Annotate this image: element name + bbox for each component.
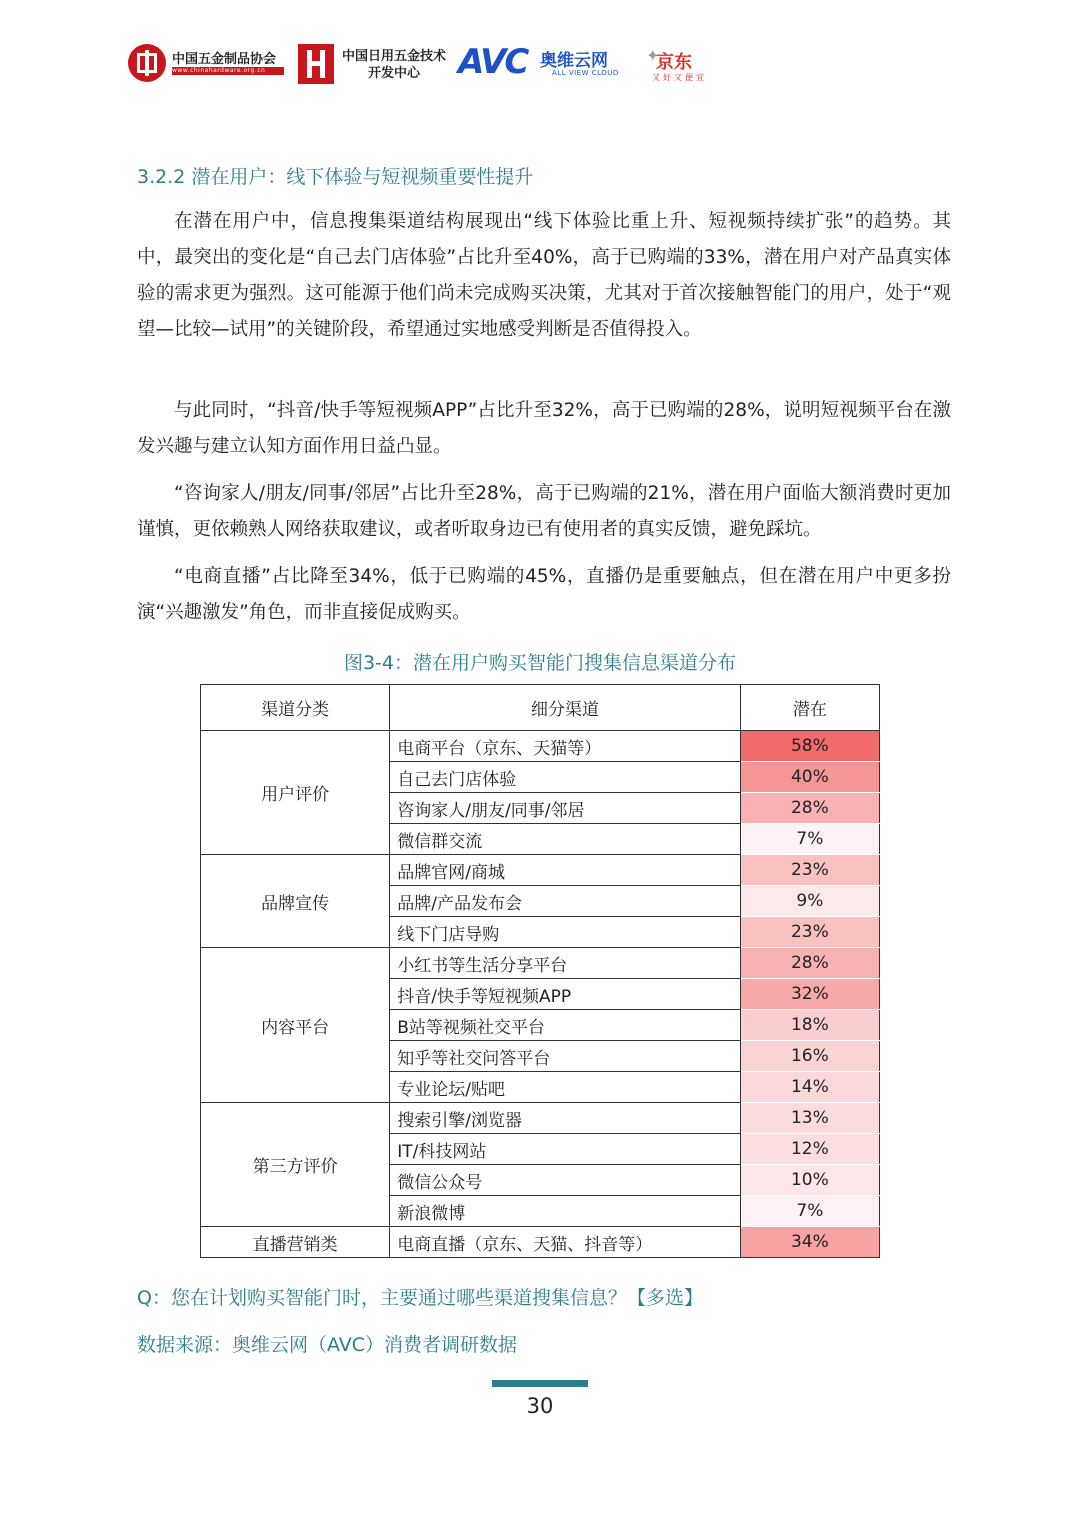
hardware-association-mark-icon bbox=[128, 44, 166, 82]
value-cell: 18% bbox=[740, 1010, 879, 1041]
value-cell: 28% bbox=[740, 793, 879, 824]
channel-cell: 咨询家人/朋友/同事/邻居 bbox=[390, 793, 741, 824]
survey-question-note: Q：您在计划购买智能门时，主要通过哪些渠道搜集信息？【多选】 bbox=[137, 1287, 703, 1309]
paragraph: 与此同时，“抖音/快手等短视频APP”占比升至32%，高于已购端的28%，说明短视频平台在激发兴趣与建立认知方面作用日益凸显。 bbox=[137, 400, 951, 457]
value-cell: 34% bbox=[740, 1227, 879, 1258]
channel-cell: 搜索引擎/浏览器 bbox=[390, 1103, 741, 1134]
channel-cell: 线下门店导购 bbox=[390, 917, 741, 948]
header-category: 渠道分类 bbox=[201, 685, 390, 731]
category-cell: 直播营销类 bbox=[201, 1227, 390, 1258]
channel-cell: IT/科技网站 bbox=[390, 1134, 741, 1165]
logo-china-hardware-association bbox=[128, 38, 288, 94]
channel-cell: 微信群交流 bbox=[390, 824, 741, 855]
table-row bbox=[201, 1103, 880, 1134]
category-cell: 第三方评价 bbox=[201, 1103, 390, 1227]
value-cell: 28% bbox=[740, 948, 879, 979]
logo-text: 奥维云网 bbox=[540, 51, 608, 71]
data-source-note: 数据来源：奥维云网（AVC）消费者调研数据 bbox=[137, 1334, 518, 1356]
channel-cell: 专业论坛/贴吧 bbox=[390, 1072, 741, 1103]
value-cell: 23% bbox=[740, 855, 879, 886]
logo-subtext: ALL VIEW CLOUD bbox=[552, 69, 619, 77]
value-cell: 10% bbox=[740, 1165, 879, 1196]
channel-distribution-table bbox=[200, 684, 880, 1258]
value-cell: 7% bbox=[740, 1196, 879, 1227]
value-cell: 16% bbox=[740, 1041, 879, 1072]
paragraph: “电商直播”占比降至34%，低于已购端的45%，直播仍是重要触点，但在潜在用户中更多扮演“兴趣激发”角色，而非直接促成购买。 bbox=[137, 566, 951, 623]
channel-cell: 电商平台（京东、天猫等） bbox=[390, 731, 741, 762]
header-channel: 细分渠道 bbox=[390, 685, 741, 731]
jd-dog-icon: ✦ bbox=[646, 46, 660, 65]
channel-cell: 自己去门店体验 bbox=[390, 762, 741, 793]
logo-daily-hardware-center bbox=[298, 38, 458, 94]
figure-title: 图3-4：潜在用户购买智能门搜集信息渠道分布 bbox=[343, 652, 737, 674]
logo-text-line2: 开发中心 bbox=[368, 66, 421, 81]
category-cell: 品牌宣传 bbox=[201, 855, 390, 948]
value-cell: 13% bbox=[740, 1103, 879, 1134]
channel-cell: 知乎等社交问答平台 bbox=[390, 1041, 741, 1072]
value-cell: 14% bbox=[740, 1072, 879, 1103]
page-number-bar bbox=[492, 1380, 588, 1387]
logo-text: 京东 bbox=[656, 52, 692, 73]
logo-jd bbox=[646, 38, 726, 94]
value-cell: 9% bbox=[740, 886, 879, 917]
header-value: 潜在 bbox=[740, 685, 879, 731]
category-cell: 内容平台 bbox=[201, 948, 390, 1103]
table-row bbox=[201, 855, 880, 886]
logo-subtext: 又好又便宜 bbox=[652, 73, 707, 82]
value-cell: 32% bbox=[740, 979, 879, 1010]
channel-cell: 品牌/产品发布会 bbox=[390, 886, 741, 917]
daily-hardware-mark-icon bbox=[298, 44, 334, 84]
channel-cell: 抖音/快手等短视频APP bbox=[390, 979, 741, 1010]
paragraph: “咨询家人/朋友/同事/邻居”占比升至28%，高于已购端的21%，潜在用户面临大额消费时更加谨慎，更依赖熟人网络获取建议，或者听取身边已有使用者的真实反馈，避免踩坑。 bbox=[137, 483, 951, 540]
channel-cell: 电商直播（京东、天猫、抖音等） bbox=[390, 1227, 741, 1258]
table-body bbox=[201, 731, 880, 1258]
logo-text-line1: 中国日用五金技术 bbox=[342, 49, 447, 64]
logo-avc bbox=[458, 38, 638, 94]
table-row bbox=[201, 948, 880, 979]
channel-cell: B站等视频社交平台 bbox=[390, 1010, 741, 1041]
value-cell: 23% bbox=[740, 917, 879, 948]
avc-mark: AVC bbox=[458, 42, 528, 82]
table-header-row bbox=[201, 685, 880, 731]
channel-cell: 品牌官网/商城 bbox=[390, 855, 741, 886]
paragraph: 在潜在用户中，信息搜集渠道结构展现出“线下体验比重上升、短视频持续扩张”的趋势。其中，最突出的变化是“自己去门店体验”占比升至40%，高于已购端的33%，潜在用户对产品真实体验的需求更为强烈。这可能源于他们尚未完成购买决策，尤其对于首次接触智能门的用户，处于“观望—比较—试用”的关键阶段，希望通过实地感受判断是否值得投入。 bbox=[137, 211, 951, 340]
table-row bbox=[201, 1227, 880, 1258]
logo-subtext: www.chinahardware.org.cn bbox=[172, 67, 284, 75]
channel-cell: 新浪微博 bbox=[390, 1196, 741, 1227]
channel-cell: 小红书等生活分享平台 bbox=[390, 948, 741, 979]
value-cell: 7% bbox=[740, 824, 879, 855]
section-title: 3.2.2 潜在用户：线下体验与短视频重要性提升 bbox=[137, 166, 534, 188]
page-number: 30 bbox=[526, 1394, 554, 1418]
value-cell: 40% bbox=[740, 762, 879, 793]
table-row bbox=[201, 731, 880, 762]
value-cell: 12% bbox=[740, 1134, 879, 1165]
channel-cell: 微信公众号 bbox=[390, 1165, 741, 1196]
value-cell: 58% bbox=[740, 731, 879, 762]
logo-text: 中国五金制品协会 bbox=[172, 52, 277, 67]
category-cell: 用户评价 bbox=[201, 731, 390, 855]
logo-text bbox=[342, 48, 446, 82]
